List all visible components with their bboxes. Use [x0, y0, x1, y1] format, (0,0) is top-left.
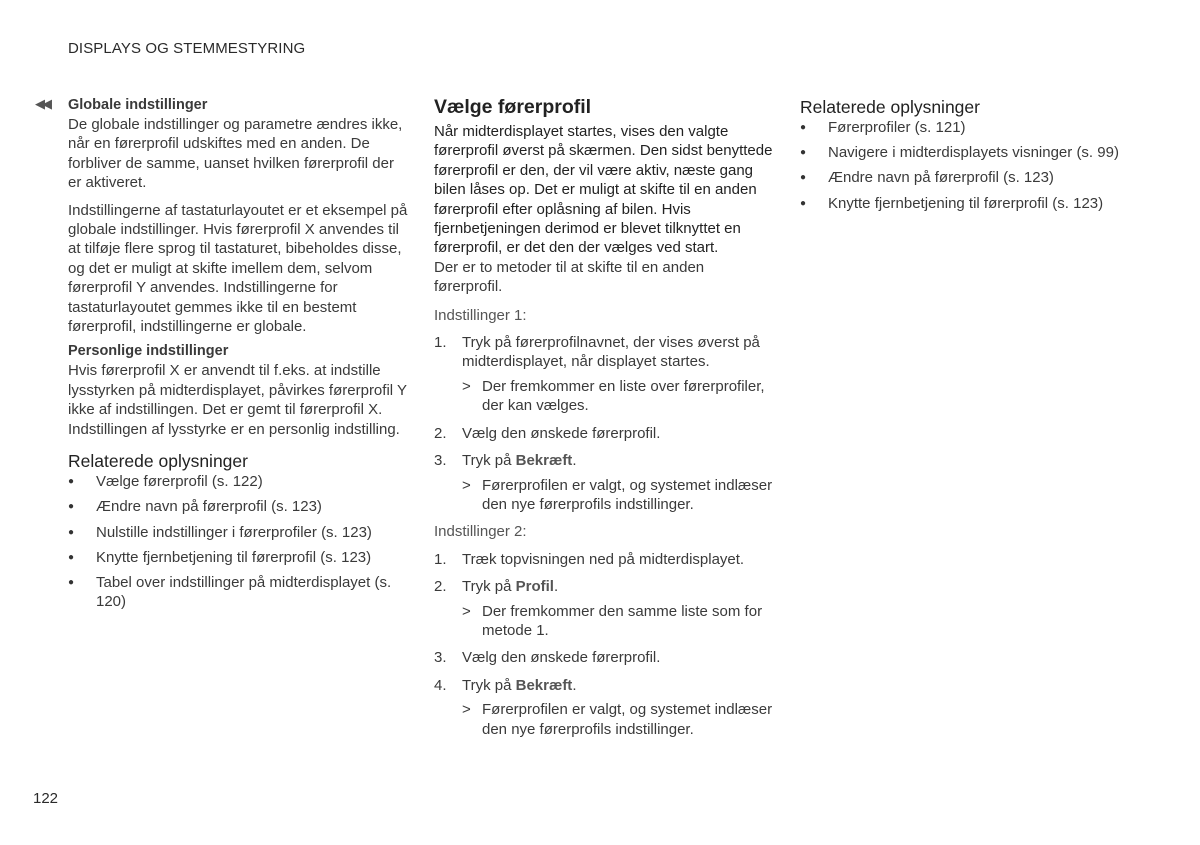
step-number: 2.: [434, 424, 447, 442]
step-text: Vælg den ønskede førerprofil.: [462, 649, 661, 667]
result-arrow-icon: >: [462, 476, 471, 494]
step-result: [462, 700, 774, 739]
section-title: Vælge førerprofil: [434, 96, 592, 118]
step-number: 3.: [434, 649, 447, 667]
section-header: DISPLAYS OG STEMMESTYRING: [68, 40, 306, 57]
related-link[interactable]: ● Ændre navn på førerprofil (s. 123): [68, 497, 408, 516]
step-item: [434, 333, 774, 416]
result-text: Førerprofilen er valgt, og systemet indlæser den nye førerprofils indstillinger.: [482, 476, 773, 513]
profile-button-label: Profil: [515, 578, 554, 596]
step-text: Tryk på førerprofilnavnet, der vises øverst på midterdisplayet, når displayet startes.: [462, 334, 760, 371]
step-text: Vælg den ønskede førerprofil.: [462, 424, 661, 442]
confirm-button-label: Bekræft: [515, 676, 573, 694]
result-arrow-icon: >: [462, 377, 471, 395]
related-link[interactable]: ● Vælge førerprofil (s. 122): [68, 472, 408, 491]
intro-paragraph: Når midterdisplayet startes, vises den valgte førerprofil øverst på skærmen. Den sidst benyttede førerprofil er den, der vil være aktiv, næste gang bilen låses op. Det er muligt at skifte til en anden førerprofil efter oplåsning af bilen. Hvis fjernbetjeningen derimod er blevet tilknyttet en førerprofil, er det den der vælges ved start.: [434, 123, 773, 257]
methods-intro: Der er to metoder til at skifte til en anden førerprofil.: [434, 258, 705, 296]
step-text-pre: Tryk på: [462, 578, 516, 596]
page-number: 122: [33, 790, 59, 807]
result-text: Der fremkommer den samme liste som for metode 1.: [482, 602, 763, 639]
related-info-list: [800, 118, 1160, 213]
result-arrow-icon: >: [462, 701, 471, 719]
step-text-post: .: [553, 578, 559, 596]
personal-settings-paragraph: Hvis førerprofil X er anvendt til f.eks. at indstille lysstyrken på midterdisplayet, påvirkes førerprofil Y ikke af indstillingen. Det er gemt til førerprofil X. Indstillingen af lysstyrke er en personlig indstilling.: [68, 362, 407, 438]
step-item: [434, 648, 774, 667]
related-info-heading: Relaterede oplysninger: [68, 451, 248, 472]
step-number: 1.: [434, 334, 447, 352]
step-item: [434, 451, 774, 514]
setting-2-steps: [434, 550, 774, 739]
column-related-info: [800, 96, 1160, 219]
related-info-list: [68, 472, 408, 612]
related-link[interactable]: ● Tabel over indstillinger på midterdisplayet (s. 120): [68, 573, 408, 612]
step-item: [434, 577, 774, 640]
step-text: Træk topvisningen ned på midterdisplayet.: [462, 550, 745, 568]
related-info-heading: Relaterede oplysninger: [800, 97, 980, 117]
column-global-settings: [68, 96, 408, 618]
related-link[interactable]: ● Ændre navn på førerprofil (s. 123): [800, 168, 1160, 187]
step-number: 3.: [434, 452, 447, 470]
step-result: [462, 476, 774, 515]
step-item: [434, 424, 774, 443]
column-select-profile: [434, 96, 774, 739]
related-link[interactable]: ● Førerprofiler (s. 121): [800, 118, 1160, 137]
step-result: [462, 602, 774, 641]
setting-2-label: Indstillinger 2:: [434, 523, 527, 541]
step-number: 1.: [434, 550, 447, 568]
step-text-post: .: [572, 676, 577, 694]
result-text: Der fremkommer en liste over førerprofiler, der kan vælges.: [482, 377, 765, 415]
related-link[interactable]: ● Navigere i midterdisplayets visninger (s. 99): [800, 143, 1160, 162]
global-settings-heading: Globale indstillinger: [68, 97, 208, 113]
confirm-button-label: Bekræft: [515, 452, 573, 470]
step-text-post: .: [572, 452, 577, 470]
global-settings-paragraph-1: De globale indstillinger og parametre ændres ikke, når en førerprofil udskiftes med en anden. De forbliver de samme, uanset hvilken førerprofil der er aktiveret.: [68, 116, 403, 192]
step-number: 4.: [434, 676, 447, 694]
global-settings-paragraph-2: Indstillingerne af tastaturlayoutet er et eksempel på globale indstillinger. Hvis førerprofil X anvendes til at tilføje flere sprog til tastaturet, bibeholdes disse, og det er muligt at skifte imellem dem, selvom førerprofil Y anvendes. Indstillingerne for tastaturlayoutet gemmes ikke til en bestemt førerprofil, indstillingerne er globale.: [68, 201, 408, 336]
step-item: [434, 676, 774, 739]
result-arrow-icon: >: [462, 602, 471, 620]
related-link[interactable]: ● Knytte fjernbetjening til førerprofil (s. 123): [800, 194, 1160, 213]
related-link[interactable]: ● Knytte fjernbetjening til førerprofil (s. 123): [68, 548, 408, 567]
personal-settings-heading: Personlige indstillinger: [68, 343, 229, 360]
step-result: [462, 377, 774, 416]
double-chevron-left-icon: ◀◀: [35, 96, 49, 111]
setting-1-steps: [434, 333, 774, 514]
step-text-pre: Tryk på: [462, 676, 516, 694]
step-item: [434, 550, 774, 569]
setting-1-label: Indstillinger 1:: [434, 306, 527, 324]
step-number: 2.: [434, 578, 447, 596]
result-text: Førerprofilen er valgt, og systemet indlæser den nye førerprofils indstillinger.: [482, 701, 773, 738]
step-text-pre: Tryk på: [462, 452, 516, 470]
related-link[interactable]: ● Nulstille indstillinger i førerprofiler (s. 123): [68, 523, 408, 542]
